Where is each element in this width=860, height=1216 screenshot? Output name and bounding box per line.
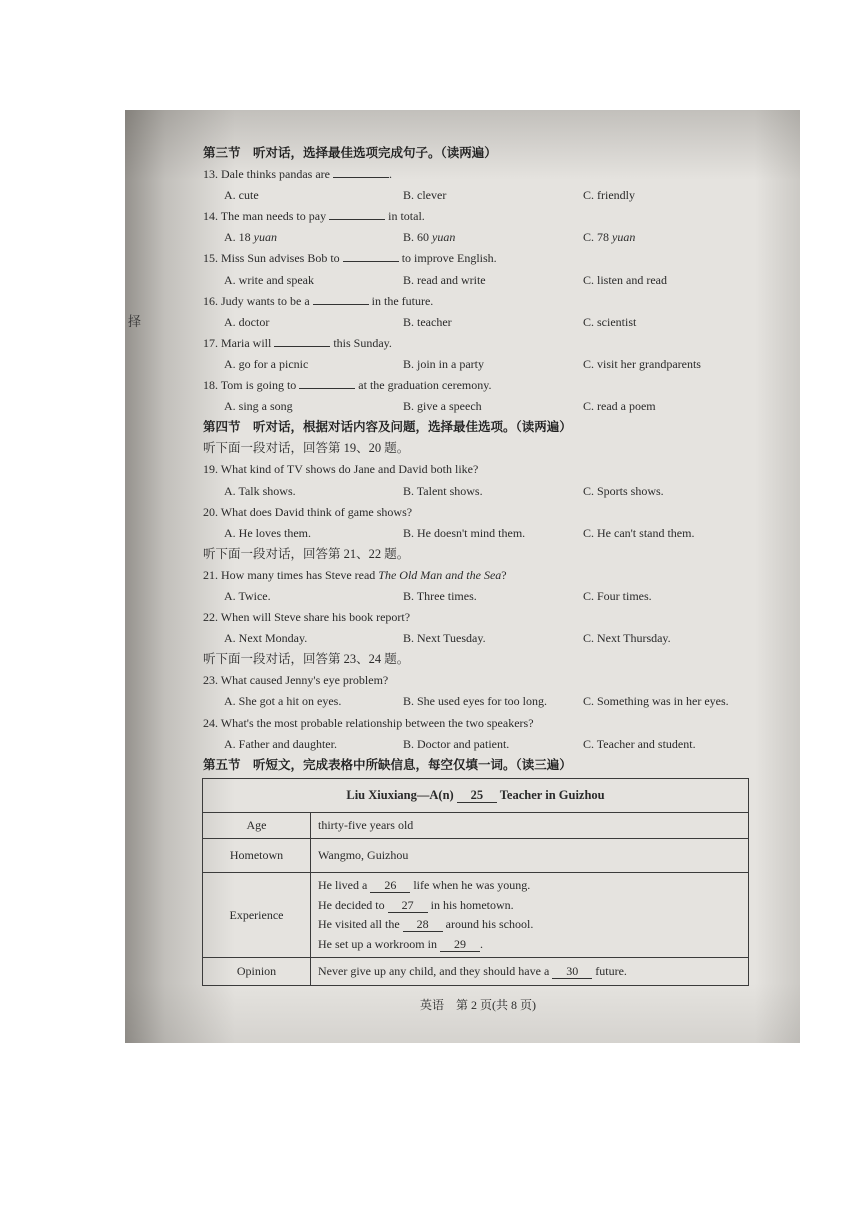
- question-number: 16.: [203, 293, 218, 308]
- question-text-after: in total.: [388, 209, 425, 224]
- answer-blank-26[interactable]: 26: [370, 878, 410, 893]
- row-label: Hometown: [203, 839, 311, 873]
- option-a[interactable]: A. go for a picnic: [224, 356, 309, 371]
- options-24: [203, 734, 763, 755]
- question-number: 17.: [203, 335, 218, 350]
- question-14: [203, 206, 763, 227]
- question-18: [203, 375, 763, 396]
- question-text: What's the most probable relationship between the two speakers?: [220, 715, 534, 730]
- option-b[interactable]: B. join in a party: [403, 356, 484, 371]
- options-23: [203, 691, 763, 712]
- answer-blank[interactable]: [329, 207, 385, 220]
- options-19: [203, 481, 763, 502]
- question-text: When will Steve share his book report?: [220, 610, 411, 625]
- info-table: [202, 778, 749, 986]
- option-c[interactable]: C. Next Thursday.: [583, 631, 671, 646]
- question-text: Tom is going to: [220, 378, 297, 393]
- question-text: The man needs to pay: [220, 209, 327, 224]
- answer-blank[interactable]: [343, 249, 399, 262]
- question-17: [203, 333, 763, 354]
- question-number: 24.: [203, 715, 218, 730]
- dialogue-intro-21-22: 听下面一段对话，回答第 21、22 题。: [203, 546, 410, 561]
- question-23: [203, 670, 763, 691]
- line-text-after: in his hometown.: [430, 897, 514, 912]
- option-unit: yuan: [612, 230, 636, 245]
- dialogue-intro-23-24: 听下面一段对话，回答第 23、24 题。: [203, 652, 410, 667]
- option-a[interactable]: A. Talk shows.: [224, 483, 296, 498]
- option-c[interactable]: C. listen and read: [583, 272, 667, 287]
- option-text: A. 18: [224, 230, 251, 245]
- question-text-after: this Sunday.: [333, 335, 392, 350]
- line-text-after: .: [479, 936, 483, 951]
- book-title: The Old Man and the Sea: [378, 567, 502, 582]
- option-b[interactable]: B. Doctor and patient.: [403, 736, 510, 751]
- options-14: [203, 227, 763, 248]
- table-title-row: [203, 779, 749, 813]
- margin-mark: 择: [128, 314, 142, 329]
- table-row: [203, 958, 749, 986]
- row-label: Age: [203, 813, 311, 839]
- question-number: 18.: [203, 378, 218, 393]
- question-text-after: .: [388, 167, 392, 182]
- option-a[interactable]: [224, 227, 277, 248]
- table-title-before: Liu Xiuxiang—A(n): [346, 788, 454, 802]
- option-text: C. 78: [583, 230, 610, 245]
- option-a[interactable]: A. She got a hit on eyes.: [224, 694, 342, 709]
- question-16: [203, 291, 763, 312]
- option-a[interactable]: A. Father and daughter.: [224, 736, 337, 751]
- answer-blank[interactable]: [274, 334, 330, 347]
- question-number: 15.: [203, 251, 218, 266]
- row-label: Opinion: [203, 958, 311, 986]
- option-b[interactable]: B. He doesn't mind them.: [403, 525, 526, 540]
- question-15: [203, 248, 763, 269]
- question-number: 20.: [203, 504, 218, 519]
- answer-blank-27[interactable]: 27: [388, 898, 428, 913]
- options-18: [203, 396, 763, 417]
- option-a[interactable]: A. Twice.: [224, 588, 271, 603]
- question-text: Miss Sun advises Bob to: [221, 251, 340, 266]
- option-b[interactable]: B. Talent shows.: [403, 483, 483, 498]
- line-text: He visited all the: [318, 917, 400, 931]
- options-13: [203, 185, 763, 206]
- question-text-after: at the graduation ceremony.: [358, 378, 492, 393]
- question-19: [203, 459, 763, 480]
- row-value: [311, 873, 749, 958]
- section-4-heading: 第四节 听对话，根据对话内容及问题，选择最佳选项。（读两遍）: [203, 420, 572, 435]
- option-c[interactable]: C. Something was in her eyes.: [583, 694, 729, 709]
- question-text: What caused Jenny's eye problem?: [220, 673, 389, 688]
- option-a[interactable]: A. doctor: [224, 314, 270, 329]
- option-c[interactable]: C. Four times.: [583, 588, 652, 603]
- option-b[interactable]: B. Three times.: [403, 588, 477, 603]
- experience-line: [318, 876, 741, 896]
- table-title-after: Teacher in Guizhou: [499, 788, 605, 802]
- option-c[interactable]: C. visit her grandparents: [583, 356, 701, 371]
- table-row: [203, 873, 749, 958]
- experience-line: [318, 915, 741, 935]
- question-13: [203, 164, 763, 185]
- line-text-after: around his school.: [445, 917, 534, 931]
- options-15: [203, 270, 763, 291]
- question-22: [203, 607, 763, 628]
- question-number: 23.: [203, 673, 218, 688]
- option-a[interactable]: A. cute: [224, 188, 259, 203]
- line-text: He set up a workroom in: [318, 936, 437, 951]
- answer-blank[interactable]: [333, 165, 389, 178]
- options-21: [203, 586, 763, 607]
- option-unit: yuan: [253, 230, 277, 245]
- answer-blank-29[interactable]: 29: [440, 937, 480, 952]
- line-text: Never give up any child, and they should have a: [318, 964, 550, 978]
- answer-blank[interactable]: [299, 376, 355, 389]
- line-text-after: future.: [595, 964, 627, 978]
- option-c[interactable]: C. Teacher and student.: [583, 736, 696, 751]
- options-17: [203, 354, 763, 375]
- question-number: 22.: [203, 610, 218, 625]
- question-text: Maria will: [221, 335, 272, 350]
- table-title: [203, 779, 749, 813]
- line-text: He decided to: [318, 897, 385, 912]
- option-c[interactable]: [583, 227, 635, 248]
- question-text-after: ?: [501, 567, 507, 582]
- section-3-heading: 第三节 听对话，选择最佳选项完成句子。（读两遍）: [203, 146, 497, 160]
- experience-line: [318, 896, 741, 916]
- dialogue-intro-19-20: 听下面一段对话，回答第 19、20 题。: [203, 441, 410, 456]
- line-text: He lived a: [318, 878, 368, 892]
- row-label: Experience: [203, 873, 311, 958]
- row-value: Wangmo, Guizhou: [311, 839, 749, 873]
- option-c[interactable]: C. Sports shows.: [583, 483, 664, 498]
- question-text-after: in the future.: [371, 293, 434, 308]
- section-5-heading: 第五节 听短文，完成表格中所缺信息，每空仅填一词。（读三遍）: [203, 757, 572, 772]
- answer-blank[interactable]: [313, 292, 369, 305]
- question-text: Judy wants to be a: [221, 293, 310, 308]
- question-number: 14.: [203, 209, 218, 224]
- option-b[interactable]: B. clever: [403, 188, 447, 203]
- question-number: 19.: [203, 462, 218, 477]
- row-value: thirty-five years old: [311, 813, 749, 839]
- answer-blank-30[interactable]: 30: [552, 964, 592, 979]
- option-b[interactable]: B. read and write: [403, 272, 486, 287]
- option-b[interactable]: B. teacher: [403, 314, 452, 329]
- question-text: What does David think of game shows?: [220, 504, 413, 519]
- option-a[interactable]: A. He loves them.: [224, 525, 311, 540]
- question-number: 21.: [203, 567, 218, 582]
- table-row: [203, 839, 749, 873]
- answer-blank-28[interactable]: 28: [403, 917, 443, 932]
- option-b[interactable]: B. Next Tuesday.: [403, 631, 486, 646]
- question-text-after: to improve English.: [401, 251, 497, 266]
- option-c[interactable]: C. friendly: [583, 188, 635, 203]
- question-number: 13.: [203, 167, 218, 182]
- table-row: [203, 813, 749, 839]
- exam-content: [203, 143, 763, 776]
- option-text: B. 60: [403, 230, 430, 245]
- option-c[interactable]: C. scientist: [583, 314, 637, 329]
- line-text-after: life when he was young.: [413, 878, 531, 892]
- option-c[interactable]: C. He can't stand them.: [583, 525, 695, 540]
- question-21: [203, 565, 763, 586]
- option-a[interactable]: A. Next Monday.: [224, 631, 308, 646]
- option-a[interactable]: A. write and speak: [224, 272, 314, 287]
- options-22: [203, 628, 763, 649]
- option-b[interactable]: [403, 227, 455, 248]
- answer-blank-25[interactable]: 25: [457, 788, 497, 803]
- question-20: [203, 502, 763, 523]
- option-unit: yuan: [432, 230, 456, 245]
- option-c[interactable]: C. read a poem: [583, 399, 656, 414]
- experience-line: [318, 935, 741, 955]
- question-text: Dale thinks pandas are: [221, 167, 330, 182]
- question-text: What kind of TV shows do Jane and David both like?: [220, 462, 479, 477]
- options-16: [203, 312, 763, 333]
- option-b[interactable]: B. She used eyes for too long.: [403, 694, 547, 709]
- page-footer: 英语 第 2 页(共 8 页): [420, 998, 536, 1012]
- row-value: [311, 958, 749, 986]
- option-b[interactable]: B. give a speech: [403, 399, 482, 414]
- question-text: How many times has Steve read: [221, 567, 376, 582]
- question-24: [203, 713, 763, 734]
- options-20: [203, 523, 763, 544]
- option-a[interactable]: A. sing a song: [224, 399, 293, 414]
